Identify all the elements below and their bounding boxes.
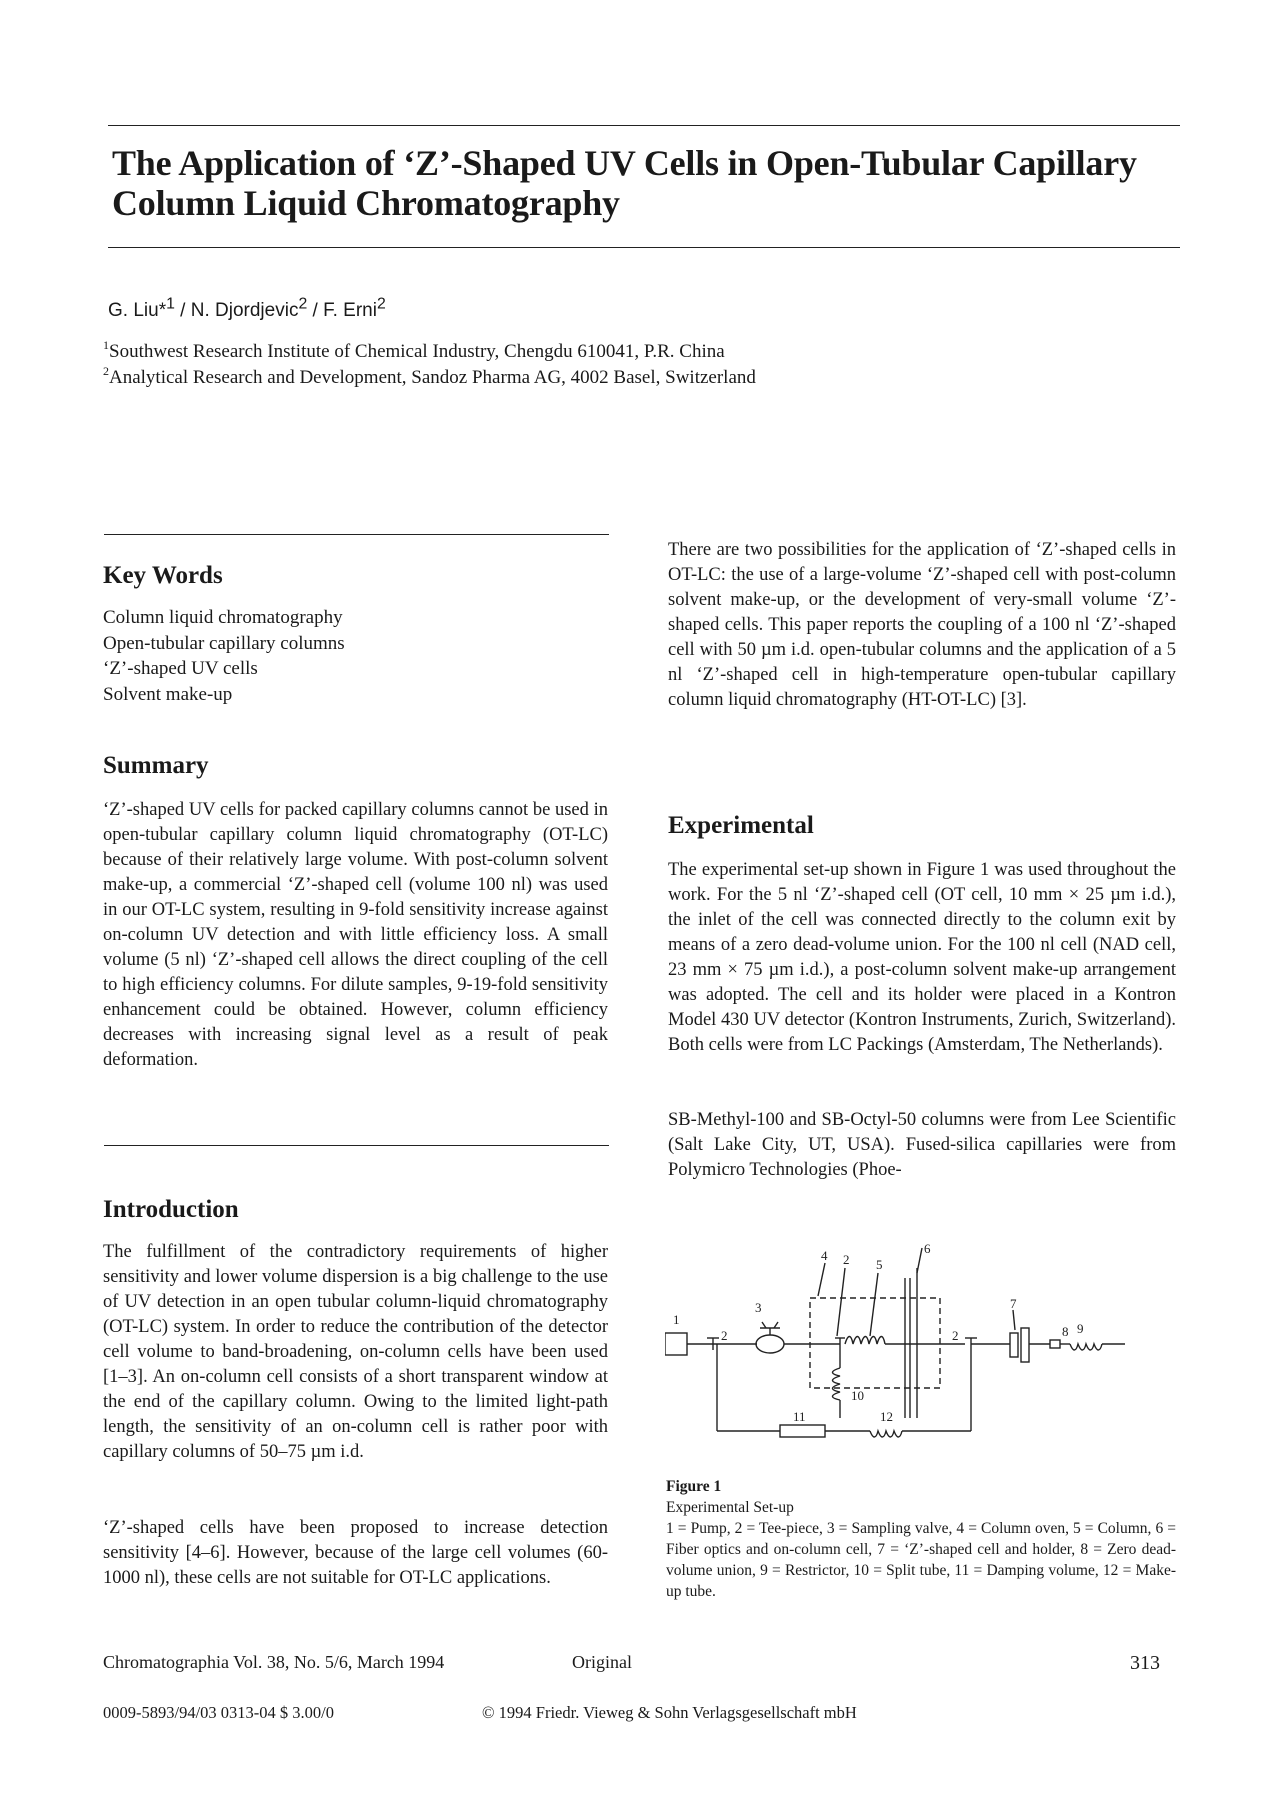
page-number: 313: [1130, 1652, 1160, 1674]
keyword-item: Solvent make-up: [103, 683, 233, 705]
column-oven: [810, 1298, 940, 1388]
figure-label: 2: [952, 1328, 959, 1343]
introduction-heading: Introduction: [103, 1196, 239, 1223]
affiliation-1: $^1$Southwest Research Institute of Chemical Industry, Chengdu 610041, P.R. China: [103, 338, 725, 362]
keyword-item: Column liquid chromatography: [103, 607, 343, 628]
figure-label: 8: [1062, 1324, 1069, 1339]
dead-volume-union: [1050, 1340, 1060, 1348]
experimental-paragraph-1: The experimental set-up shown in Figure 1 was used throughout the work. For the 5 nl ‘Z’-shaped cell (OT cell, 10 mm × 25 µm i.d.), the inlet of the cell was connected directly to the column exit by means of a zero dead-volume union. For the 100 nl cell (NAD cell, 23 mm × 75 µm i.d.), a post-column solvent make-up arrangement was adopted. The cell and its holder were placed in a Kontron Model 430 UV detector (Kontron Instruments, Zurich, Switzerland). Both cells were from LC Packings (Amsterdam, The Netherlands).: [668, 860, 1176, 1055]
pump-box: [665, 1333, 687, 1355]
restrictor: [1070, 1344, 1102, 1350]
keywords-rule: [104, 534, 609, 535]
introduction-paragraph-2: ‘Z’-shaped cells have been proposed to increase detection sensitivity [4–6]. However, because of the large cell volumes (60-1000 nl), these cells are not suitable for OT-LC applications.: [103, 1518, 608, 1588]
title-top-rule: [108, 125, 1180, 126]
figure-label: 3: [755, 1300, 762, 1315]
copyright-notice: © 1994 Friedr. Vieweg & Sohn Verlagsgesellschaft mbH: [482, 1703, 857, 1722]
title-bottom-rule: [108, 247, 1180, 248]
introduction-paragraph-1: The fulfillment of the contradictory requirements of higher sensitivity and lower volume dispersion is a big challenge to the use of UV detection in an open tubular column-liquid chromatography (OT-LC) system. In order to reduce the contribution of the detector cell volume to band-broadening, on-column cells have been used [1–3]. An on-column cell consists of a short transparent window at the end of the capillary column. Owing to the limited light-path length, the sensitivity of an on-column cell is rather poor with capillary columns of 50–75 µm i.d.: [103, 1242, 608, 1462]
figure-label: 2: [721, 1328, 728, 1343]
figure-label: 11: [793, 1409, 806, 1424]
affiliation-2: $^2$Analytical Research and Development, Sandoz Pharma AG, 4002 Basel, Switzerland: [103, 364, 756, 388]
paper-title: The Application of ‘Z’-Shaped UV Cells in Open-Tubular Capillary Column Liquid Chromatography: [112, 143, 1137, 223]
experimental-paragraph-2: SB-Methyl-100 and SB-Octyl-50 columns were from Lee Scientific (Salt Lake City, UT, USA). Fused-silica capillaries were from Polymicro Technologies (Phoe-: [668, 1110, 1176, 1180]
summary-heading: Summary: [103, 752, 209, 779]
summary-text: ‘Z’-shaped UV cells for packed capillary columns cannot be used in open-tubular capillary column liquid chromatography (OT-LC) because of their relatively large volume. With post-column solvent make-up, a commercial ‘Z’-shaped cell (volume 100 nl) was used in our OT-LC system, resulting in 9-fold sensitivity increase against on-column UV detection and with little efficiency loss. A small volume (5 nl) ‘Z’-shaped cell allows the direct coupling of the cell to high efficiency columns. For dilute samples, 9-19-fold sensitivity enhancement could be obtained. However, column efficiency decreases with increasing signal level as a result of peak deformation.: [103, 800, 608, 1070]
article-code: 0009-5893/94/03 0313-04 $ 3.00/0: [103, 1703, 334, 1722]
make-up-tube: [870, 1431, 902, 1437]
figure-caption-text: 1 = Pump, 2 = Tee-piece, 3 = Sampling valve, 4 = Column oven, 5 = Column, 6 = Fiber optics and on-column cell, 7 = ‘Z’-shaped cell and holder, 8 = Zero dead-volume union, 9 = Restrictor, 10 = Split tube, 11 = Damping volume, 12 = Make-up tube.: [666, 1520, 1176, 1600]
summary-end-rule: [104, 1145, 609, 1146]
figure-label: 9: [1077, 1321, 1084, 1336]
keyword-item: Open-tubular capillary columns: [103, 632, 345, 654]
z-cell-holder: [1010, 1333, 1018, 1357]
figure-label: 4: [821, 1248, 828, 1263]
figure-label: 10: [851, 1388, 864, 1403]
author-2: N. Djordjevic$^2$: [190, 296, 308, 322]
figure-label: 7: [1010, 1296, 1017, 1311]
article-type: Original: [572, 1652, 632, 1672]
keywords-heading: Key Words: [103, 562, 223, 589]
keyword-item: ‘Z’-shaped UV cells: [103, 658, 258, 679]
figure-label: 6: [924, 1241, 931, 1256]
experimental-heading: Experimental: [668, 812, 814, 839]
figure-caption: [666, 1476, 1176, 1602]
keywords-list: [103, 605, 345, 707]
figure-label: 2: [843, 1252, 850, 1267]
split-tube: [833, 1368, 841, 1400]
figure-label: 5: [876, 1257, 883, 1272]
column-coil: [845, 1337, 885, 1345]
experimental-setup-diagram: [665, 1238, 1185, 1458]
figure-label: 12: [880, 1409, 893, 1424]
damping-volume: [780, 1425, 825, 1437]
right-intro-text: There are two possibilities for the application of ‘Z’-shaped cells in OT-LC: the use of a large-volume ‘Z’-shaped cell with post-column solvent make-up, or the development of very-small volume ‘Z’-shaped cells. This paper reports the coupling of a 100 nl ‘Z’-shaped cell with 50 µm i.d. open-tubular columns and the application of a 5 nl ‘Z’-shaped cell in high-temperature open-tubular capillary column liquid chromatography (HT-OT-LC) [3].: [668, 540, 1176, 710]
journal-citation: Chromatographia Vol. 38, No. 5/6, March 1994: [103, 1652, 445, 1672]
author-1: G. Liu*$^1$: [108, 296, 175, 322]
author-line: G. Liu*$^1$ / N. Djordjevic$^2$ / F. Erni$^2$: [108, 296, 386, 322]
figure-caption-title: Experimental Set-up: [666, 1499, 794, 1516]
sampling-valve: [756, 1335, 784, 1353]
figure-label: 1: [673, 1312, 680, 1327]
author-3: F. Erni$^2$: [323, 296, 386, 322]
figure-caption-label: Figure 1: [666, 1478, 722, 1495]
